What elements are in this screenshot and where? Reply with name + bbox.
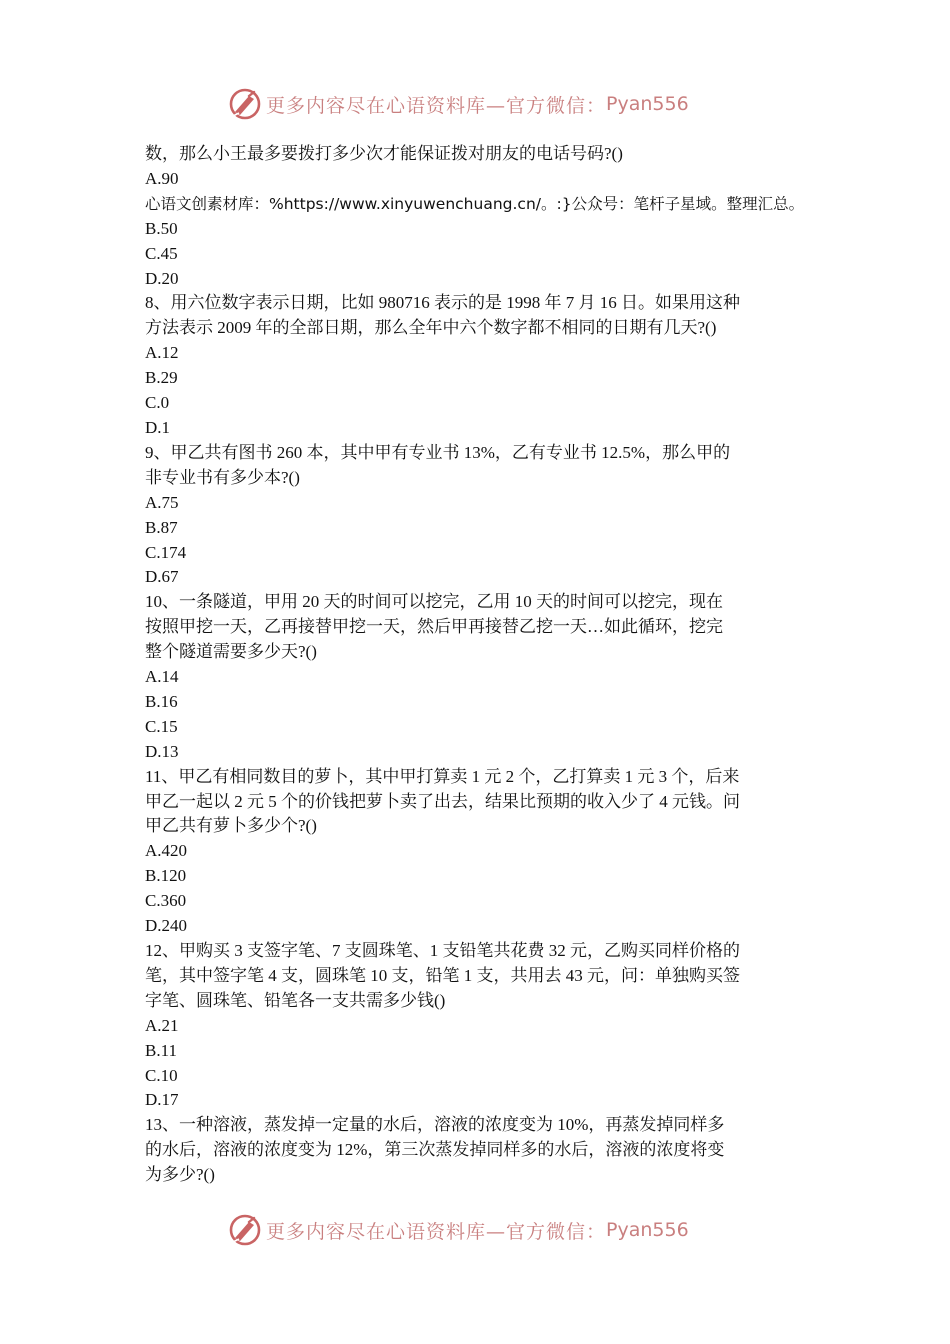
question-12-line-2: 笔，其中签字笔 4 支，圆珠笔 10 支，铅笔 1 支，共用去 43 元，问：单独购买签 [145,965,740,985]
question-13-line-1: 13、一种溶液，蒸发掉一定量的水后，溶液的浓度变为 10%，再蒸发掉同样多 [145,1115,725,1135]
question-10-line-2: 按照甲挖一天，乙再接替甲挖一天，然后甲再接替乙挖一天…如此循环，挖完 [145,617,723,637]
banner-wechat-id: Pyan556 [606,1219,689,1241]
question-11-option-c: C.360 [145,891,187,911]
question-8-option-c: C.0 [145,393,170,413]
question-9-option-d: D.67 [145,567,179,587]
question-10-option-c: C.15 [145,716,178,736]
question-7-option-b: B.50 [145,218,178,238]
question-10-option-b: B.16 [145,691,178,711]
banner-wechat-id: Pyan556 [606,93,689,115]
question-12-line-3: 字笔、圆珠笔、铅笔各一支共需多少钱() [145,990,446,1010]
question-11-line-2: 甲乙一起以 2 元 5 个的价钱把萝卜卖了出去，结果比预期的收入少了 4 元钱。问 [145,791,740,811]
footer-banner [228,1210,728,1250]
question-11-option-b: B.120 [145,866,187,886]
promo-notice [145,192,810,242]
banner-text: 更多内容尽在心语资料库—官方微信： [266,1220,607,1243]
question-9-option-c: C.174 [145,542,187,562]
question-10-option-d: D.13 [145,741,179,761]
promo-notice-text: 心语文创素材库：%https://www.xinyuwenchuang.cn/。:}公众号：笔杆子星域。整理汇总。 [145,194,805,213]
question-13-line-2: 的水后，溶液的浓度变为 12%，第三次蒸发掉同样多的水后，溶液的浓度将变 [145,1140,725,1160]
banner-text: 更多内容尽在心语资料库—官方微信： [266,94,607,117]
question-8-option-d: D.1 [145,417,171,437]
question-9-option-a: A.75 [145,492,179,512]
question-13-line-3: 为多少?() [145,1165,215,1185]
question-7-continuation: 数，那么小王最多要拨打多少次才能保证拨对朋友的电话号码?() [145,144,623,163]
question-12-option-a: A.21 [145,1015,179,1035]
question-10-line-3: 整个隧道需要多少天?() [145,642,317,662]
question-8-option-a: A.12 [145,343,179,363]
question-9-option-b: B.87 [145,517,178,537]
question-7-option-a: A.90 [145,168,179,188]
pen-logo-icon [228,1213,262,1247]
question-9-line-1: 9、甲乙共有图书 260 本，其中甲有专业书 13%，乙有专业书 12.5%，那么甲的 [145,442,731,462]
question-9-line-2: 非专业书有多少本?() [145,467,300,487]
question-12-option-c: C.10 [145,1065,178,1085]
question-8-line-1: 8、用六位数字表示日期，比如 980716 表示的是 1998 年 7 月 16 日。如果用这种 [145,293,740,313]
question-7-option-d: D.20 [145,268,179,288]
question-10-line-1: 10、一条隧道，甲用 20 天的时间可以挖完，乙用 10 天的时间可以挖完，现在 [145,592,723,612]
question-10-option-a: A.14 [145,667,179,687]
pen-logo-icon [228,87,262,121]
question-12-option-d: D.17 [145,1090,179,1110]
question-11-line-3: 甲乙共有萝卜多少个?() [145,816,317,836]
header-banner [228,84,728,124]
question-11-line-1: 11、甲乙有相同数目的萝卜，其中甲打算卖 1 元 2 个，乙打算卖 1 元 3 个，后来 [145,766,740,786]
question-8-line-2: 方法表示 2009 年的全部日期，那么全年中六个数字都不相同的日期有几天?() [145,318,717,338]
question-11-option-a: A.420 [145,841,188,861]
question-12-line-1: 12、甲购买 3 支签字笔、7 支圆珠笔、1 支铅笔共花费 32 元，乙购买同样价格的 [145,941,740,960]
question-12-option-b: B.11 [145,1040,177,1060]
question-7-option-c: C.45 [145,243,178,263]
question-11-option-d: D.240 [145,916,188,936]
question-8-option-b: B.29 [145,368,178,388]
document-body [145,142,810,1188]
